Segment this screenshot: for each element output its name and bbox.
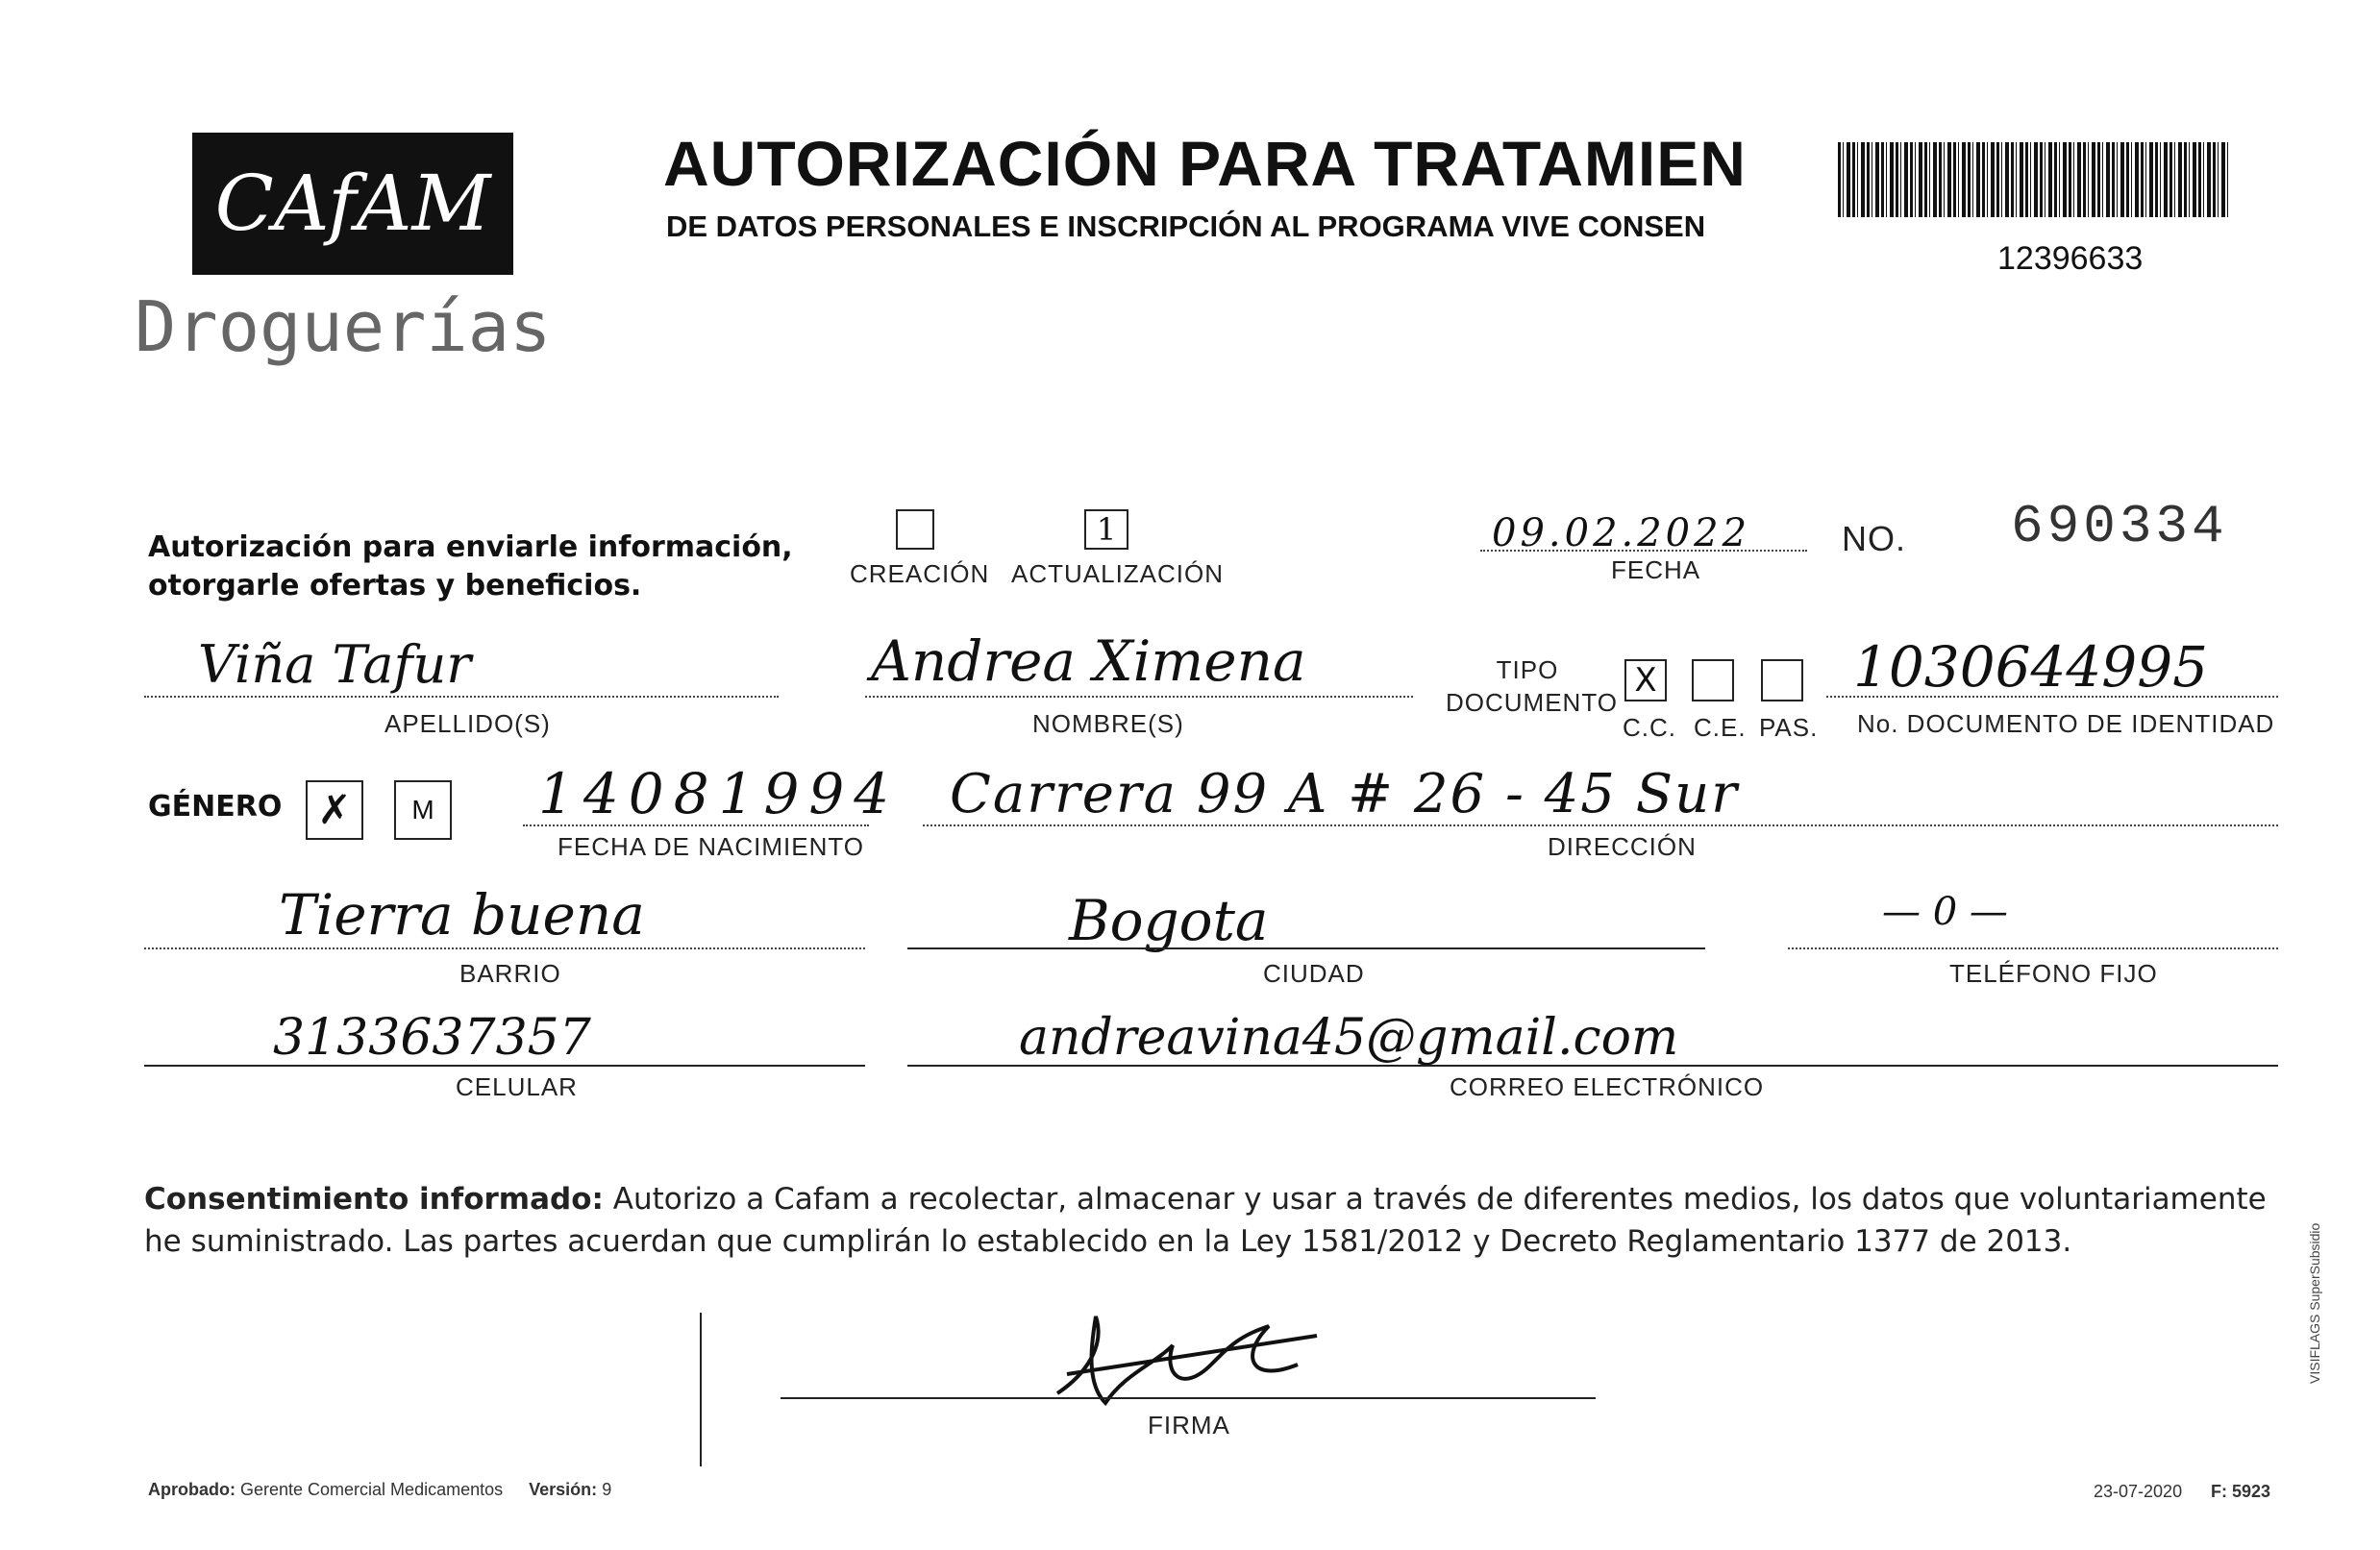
nacimiento-line: [523, 824, 869, 826]
nombres-label: NOMBRE(S): [1032, 709, 1184, 738]
genero-f-checkbox[interactable]: ✗: [306, 780, 363, 840]
documento-line: [1826, 696, 2278, 698]
version-label: Versión:: [529, 1480, 598, 1499]
direccion-label: DIRECCIÓN: [1548, 832, 1697, 861]
pas-label: PAS.: [1759, 713, 1819, 742]
barrio-line: [144, 947, 865, 949]
fecha-label: FECHA: [1611, 555, 1701, 584]
genero-m-checkbox[interactable]: M: [394, 780, 452, 840]
creacion-label: CREACIÓN: [850, 559, 990, 588]
ce-checkbox[interactable]: [1692, 659, 1734, 701]
fecha-value[interactable]: 09.02.2022: [1492, 511, 1751, 555]
nombres-line: [865, 696, 1413, 698]
celular-value[interactable]: 3133637357: [273, 1009, 591, 1067]
cc-label: C.C.: [1623, 713, 1676, 742]
celular-line: [144, 1065, 865, 1067]
page-subtitle: DE DATOS PERSONALES E INSCRIPCIÓN AL PROGRAMA VIVE CONSEN: [666, 209, 1706, 243]
apellidos-label: APELLIDO(S): [384, 709, 551, 738]
nacimiento-value[interactable]: 14081994: [538, 761, 900, 826]
celular-label: CELULAR: [456, 1072, 578, 1101]
correo-label: CORREO ELECTRÓNICO: [1450, 1072, 1765, 1101]
barrio-value[interactable]: Tierra buena: [279, 882, 645, 947]
creacion-checkbox[interactable]: [896, 509, 934, 550]
actualizacion-checkbox[interactable]: 1: [1084, 509, 1128, 550]
genero-label: GÉNERO: [148, 790, 283, 824]
consent-title: Consentimiento informado:: [144, 1182, 604, 1217]
no-label: NO.: [1842, 519, 1907, 558]
ciudad-line: [907, 947, 1705, 949]
signature-line: [781, 1397, 1596, 1399]
fecha-line: [1480, 550, 1807, 552]
side-vertical-text: VISIFLAGS SuperSubsidio: [2307, 1222, 2322, 1384]
consent-body: Autorizo a Cafam a recolectar, almacenar y usar a través de diferentes medios, los datos que voluntariamente he suministrado. Las partes acuerdan que cumplirán lo establecido en la Ley 1581/2012 y Decreto Reglamentario 1377 de 2013.: [144, 1182, 2267, 1259]
apellidos-line: [144, 696, 779, 698]
version-value: 9: [602, 1480, 612, 1499]
tipo-documento-label: TIPO DOCUMENTO: [1446, 655, 1618, 717]
cc-checkbox[interactable]: X: [1624, 659, 1667, 701]
direccion-line: [923, 824, 2278, 826]
footer-date: 23-07-2020: [2094, 1482, 2183, 1501]
ce-label: C.E.: [1694, 713, 1747, 742]
nacimiento-label: FECHA DE NACIMIENTO: [558, 832, 865, 861]
logo: [192, 133, 513, 275]
barrio-label: BARRIO: [459, 959, 561, 988]
logo-subtitle: Droguerías: [135, 286, 552, 367]
page-title: AUTORIZACIÓN PARA TRATAMIEN: [663, 128, 1747, 199]
consent-block: [144, 1178, 2278, 1263]
footer-code: F: 5923: [2211, 1482, 2271, 1501]
no-value: 690334: [2011, 496, 2228, 557]
actualizacion-label: ACTUALIZACIÓN: [1011, 559, 1225, 588]
direccion-value[interactable]: Carrera 99 A # 26 - 45 Sur: [950, 763, 1739, 825]
correo-line: [907, 1065, 2278, 1067]
documento-value[interactable]: 1030644995: [1853, 634, 2209, 700]
correo-value[interactable]: andreavina45@gmail.com: [1019, 1009, 1679, 1067]
telefono-label: TELÉFONO FIJO: [1949, 959, 2158, 988]
ciudad-value[interactable]: Bogota: [1069, 888, 1269, 953]
apellidos-value[interactable]: Viña Tafur: [198, 634, 472, 695]
barcode: [1838, 142, 2228, 217]
aprobado-value: Gerente Comercial Medicamentos: [240, 1480, 504, 1499]
telefono-line: [1788, 947, 2278, 949]
documento-label: No. DOCUMENTO DE IDENTIDAD: [1857, 709, 2275, 738]
telefono-value[interactable]: — 0 —: [1882, 890, 2008, 934]
nombres-value[interactable]: Andrea Ximena: [871, 628, 1306, 694]
barcode-number: 12396633: [1997, 240, 2144, 277]
signature-vertical-line: [700, 1313, 702, 1466]
authorization-text: Autorización para enviarle información, otorgarle ofertas y beneficios.: [148, 530, 793, 603]
signature-label: FIRMA: [1148, 1411, 1230, 1439]
ciudad-label: CIUDAD: [1263, 959, 1365, 988]
pas-checkbox[interactable]: [1761, 659, 1803, 701]
aprobado-label: Aprobado:: [148, 1480, 236, 1499]
signature-scribble: [1048, 1307, 1336, 1422]
logo-text: CAfAM: [214, 159, 491, 248]
footer-approved: [148, 1480, 611, 1500]
